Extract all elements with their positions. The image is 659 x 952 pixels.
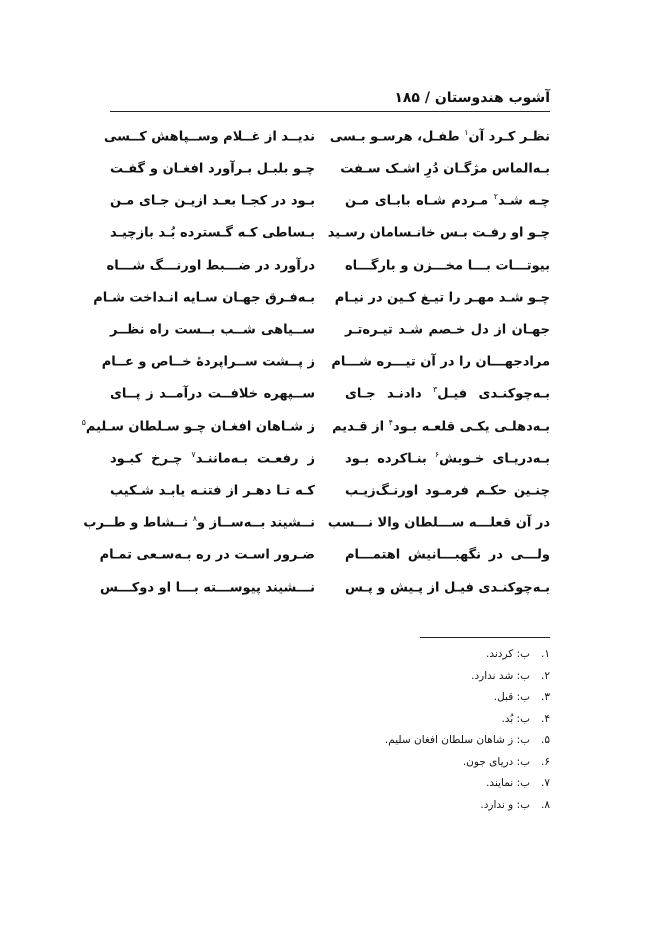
footnote-marker: ۴ [388, 417, 393, 427]
running-header: آشوب هندوستان / ۱۸۵ [394, 90, 550, 106]
left-hemistich: ز پــشت ســراپردهٔ خــاص و عــام [101, 354, 315, 370]
left-hemistich: ز شـاهان افغـان چـو سـلطان سـلیم$^۵$ [81, 417, 315, 434]
footnote-text: ب: کردند. [486, 648, 530, 660]
right-hemistich: جهـان از دل خـصم شـد تیـره‌تـر [345, 322, 550, 338]
poem-body [81, 120, 550, 603]
footnote-marker: ۳ [433, 385, 438, 395]
verse-row [100, 571, 550, 603]
footnote-marker: ۵ [81, 417, 86, 427]
verse-row [99, 538, 550, 570]
footnote-number: ۱. [541, 648, 550, 660]
left-hemistich: ندیــد از غــلام وســپاهش کــسی [103, 129, 315, 145]
footnote-item [330, 713, 550, 735]
right-hemistich: بیوتـــات بـــا مخـــزن و بارگـــاه [345, 258, 550, 273]
footnote-item [330, 648, 550, 670]
left-hemistich: بـود در کجـا بعـد ازیـن جـای مـن [110, 193, 315, 209]
right-hemistich: مرادجهـــان را در آن تیـــره شـــام [331, 354, 550, 370]
footnote-text: ب: شد ندارد. [471, 669, 530, 682]
footnotes [330, 648, 550, 820]
verse-row [110, 217, 550, 249]
footnote-number: ۵. [541, 734, 550, 746]
footnote-text: ب: ز شاهان سلطان افغان سلیم. [384, 734, 530, 746]
footnote-rule [420, 637, 550, 638]
left-hemistich: نــشیند بــه‌ســاز و$^۸$ نــشاط و طــرب [83, 514, 315, 531]
right-hemistich: چـه شـد$^۲$ مـردم شـاه بابـای مـن [345, 192, 550, 209]
footnote-marker: ۲ [493, 192, 499, 202]
right-hemistich: چـو او رفـت بـس خانـسامان رسـید [327, 225, 550, 241]
footnote-number: ۸. [541, 798, 550, 811]
footnote-number: ۳. [541, 691, 550, 703]
right-hemistich: چـو شـد مهـر را تیـغ کـین در نیـام [334, 290, 550, 306]
right-hemistich: بـه‌چوکنـدی فیـل از پـیش و پـس [345, 579, 550, 595]
footnote-number: ۷. [541, 777, 550, 789]
right-hemistich: بـه‌الماس مژگـان دُرِ اشـک سـفت [340, 161, 550, 177]
header-rule [110, 111, 550, 112]
footnote-marker: ۶ [434, 449, 440, 459]
footnote-text: ب: قبل. [493, 691, 530, 703]
footnote-item [330, 756, 550, 778]
footnote-item [330, 777, 550, 799]
footnote-text: ب: بُد. [501, 712, 530, 725]
footnote-text: ب: دریای جون. [462, 755, 530, 768]
verse-row [81, 410, 550, 442]
footnote-item [330, 734, 550, 756]
footnote-number: ۶. [541, 755, 550, 768]
verse-row [110, 184, 550, 216]
left-hemistich: ســیاهی شــب بــست راه نظــر [110, 322, 315, 338]
footnote-item [330, 670, 550, 692]
footnote-text: ب: و ندارد. [480, 798, 530, 811]
verse-row [93, 281, 550, 313]
right-hemistich: چنـین حکـم فرمـود اورنـگ‌زیـب [345, 483, 550, 499]
right-hemistich: ولـــی در نگهبـــانیش اهتمـــام [345, 547, 550, 563]
footnote-number: ۴. [541, 712, 550, 725]
footnote-marker: ۸ [192, 514, 198, 524]
verse-row [83, 506, 550, 538]
verse-row [110, 378, 550, 410]
verse-row [101, 345, 550, 377]
left-hemistich: بـساطی کـه گـسترده بُـد بازچیـد [110, 225, 315, 241]
verse-row [110, 442, 550, 474]
footnote-number: ۲. [541, 669, 550, 682]
right-hemistich: نظـر کـرد آن$^۱$ طفـل، هرسـو بـسی [329, 127, 550, 145]
left-hemistich: درآورد در ضـــبط اورنـــگ شـــاه [106, 258, 315, 273]
right-hemistich: بـه‌چوکنـدی فیـل$^۳$ دادنـد جـای [345, 385, 550, 402]
verse-row [110, 152, 550, 184]
left-hemistich: بـه‌فـرق جهـان سـایه انـداخت شـام [93, 290, 315, 306]
left-hemistich: ز رفعـت بـه‌ماننـد$^۷$ چـرخ کبـود [110, 449, 316, 467]
right-hemistich: بـه‌دهلـی یکـی قلعـه بـود$^۴$ از قـدیم [332, 417, 550, 434]
footnote-marker: ۷ [191, 449, 196, 459]
left-hemistich: نـــشیند پیوســـته بـــا او دوکـــس [100, 579, 315, 595]
left-hemistich: چـو بلبـل بـرآورد افغـان و گفـت [110, 161, 315, 177]
verse-row [110, 313, 550, 345]
right-hemistich: در آن قعلـــه ســـلطان والا نـــسب [327, 515, 550, 531]
footnote-item [330, 691, 550, 713]
left-hemistich: ســپهره خلافــت درآمــد ز پــای [110, 386, 315, 402]
left-hemistich: کـه تـا دهـر از فتنـه یابـد شـکیب [110, 483, 315, 499]
right-hemistich: بـه‌دریـای خـوبش$^۶$ بنـاکرده بـود [345, 449, 550, 467]
left-hemistich: ضـرور اسـت در ره بـه‌سـعی تمـام [99, 547, 315, 563]
footnote-item [330, 799, 550, 821]
verse-row [110, 474, 550, 506]
verse-row [106, 249, 550, 281]
footnote-text: ب: نمایند. [486, 777, 530, 789]
verse-row [103, 120, 550, 152]
footnote-marker: ۱ [464, 127, 469, 137]
